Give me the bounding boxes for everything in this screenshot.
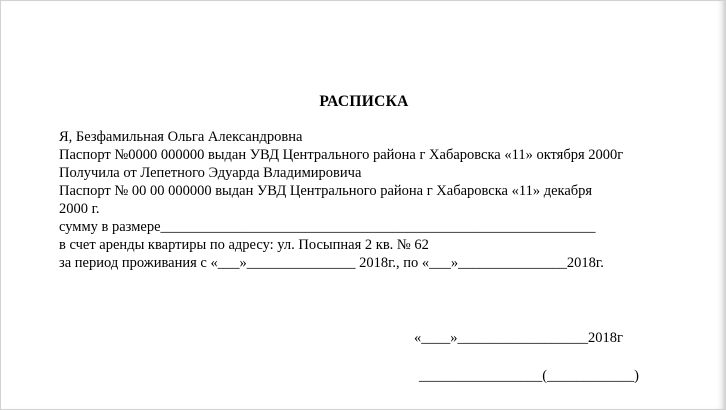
document-title: РАСПИСКА — [319, 93, 409, 110]
text-line-issuer-passport: Паспорт №0000 000000 выдан УВД Центрального района г Хабаровска «11» октября 2000г — [59, 147, 624, 163]
signature-date: «____»__________________2018г — [414, 330, 623, 346]
text-line-amount: сумму в размере____________________________________________________________ — [59, 219, 596, 235]
signature-line: _________________(____________) — [419, 368, 639, 384]
text-line-issuer-name: Я, Безфамильная Ольга Александровна — [59, 129, 303, 145]
text-line-payer-passport-year: 2000 г. — [59, 201, 100, 217]
text-line-received-from: Получила от Лепетного Эдуарда Владимировича — [59, 165, 362, 181]
text-line-rent-address: в счет аренды квартиры по адресу: ул. Посыпная 2 кв. № 62 — [59, 237, 429, 253]
text-line-payer-passport: Паспорт № 00 00 000000 выдан УВД Центрального района г Хабаровска «11» декабря — [59, 183, 593, 199]
text-line-rent-period: за период проживания с «___»_______________ 2018г., по «___»_______________2018г. — [59, 255, 604, 271]
